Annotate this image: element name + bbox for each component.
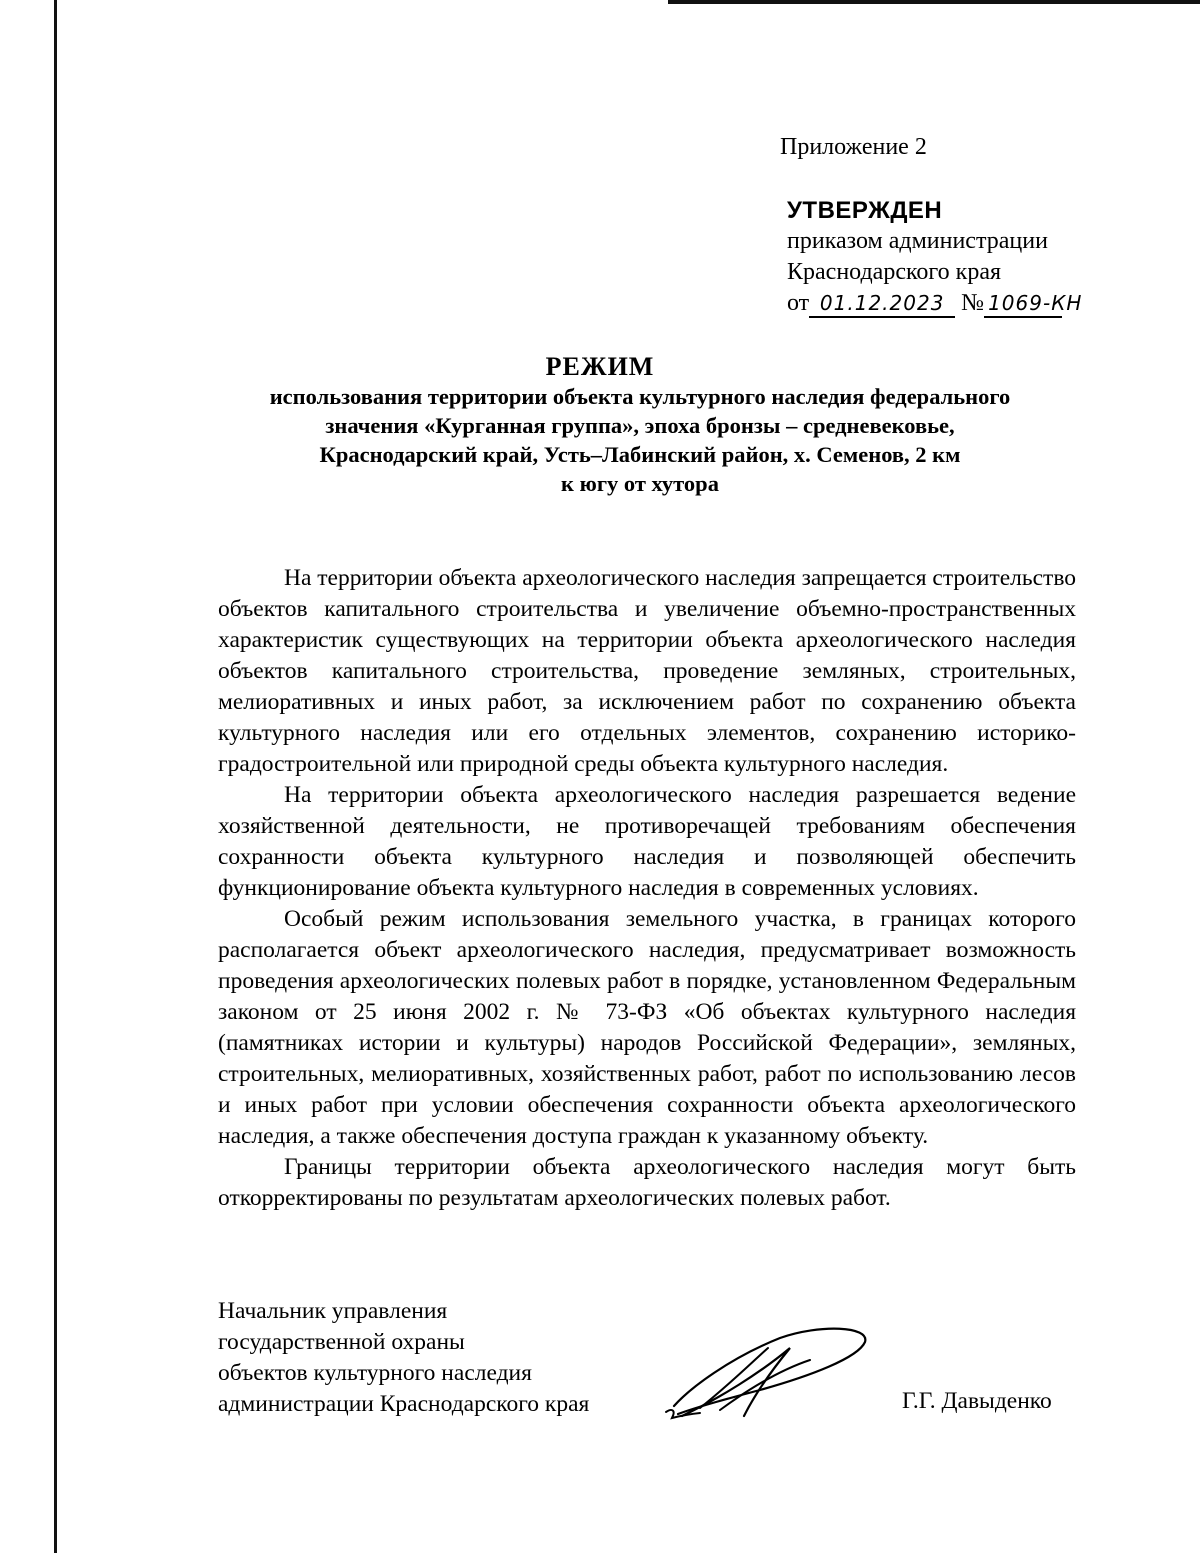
- order-number-sign: №: [961, 290, 985, 316]
- signatory-position: [218, 1296, 589, 1420]
- position-line3: объектов культурного наследия: [218, 1360, 532, 1386]
- order-line: [787, 288, 1083, 319]
- document-title: РЕЖИМ: [545, 352, 655, 381]
- signatory-name: Г.Г. Давыденко: [902, 1388, 1052, 1414]
- subtitle-line4: к югу от хутора: [561, 471, 719, 496]
- paragraph-boundaries: Границы территории объекта археологического наследия могут быть откорректированы по результатам археологических полевых работ.: [218, 1154, 1076, 1211]
- document-body: [218, 563, 1076, 1214]
- position-line4: администрации Краснодарского края: [218, 1391, 590, 1417]
- order-date: 01.12.2023: [809, 290, 955, 318]
- subtitle-line1: использования территории объекта культурного наследия федерального: [269, 384, 1011, 409]
- paragraph-permitted-activity: На территории объекта археологического наследия разрешается ведение хозяйственной деятельности, не противоречащей требованиям обеспечения сохранности объекта культурного наследия и позволяющей обеспечить функционирование объекта культурного наследия в современных условиях.: [218, 782, 1076, 901]
- order-prefix: от: [787, 290, 810, 316]
- approved-by-line2: Краснодарского края: [787, 259, 1002, 285]
- scan-edge-top: [668, 0, 1200, 4]
- document-subtitle: [205, 382, 1075, 498]
- paragraph-prohibitions: На территории объекта археологического наследия запрещается строительство объектов капитального строительства и увеличение объемно-пространственных характеристик существующих на территории объекта археологического наследия объектов капитального строительства, проведение земляных, строительных, мелиоративных и иных работ, за исключением работ по сохранению объекта культурного наследия или его отдельных элементов, сохранению историко-градостроительной или природной среды объекта культурного наследия.: [218, 565, 1076, 777]
- paragraph-special-regime: Особый режим использования земельного участка, в границах которого располагается объект археологического наследия, предусматривает возможность проведения археологических полевых работ в порядке, установленном Федеральным законом от 25 июня 2002 г. № 73-ФЗ «Об объектах культурного наследия (памятниках истории и культуры) народов Российской Федерации», земляных, строительных, мелиоративных, хозяйственных работ, работ по использованию лесов и иных работ при условии обеспечения сохранности объекта археологического наследия, а также обеспечения доступа граждан к указанному объекту.: [218, 906, 1076, 1149]
- handwritten-signature: [660, 1318, 890, 1428]
- approved-heading: УТВЕРЖДЕН: [787, 197, 943, 224]
- subtitle-line2: значения «Курганная группа», эпоха бронзы – средневековье,: [325, 413, 955, 438]
- approved-by-line1: приказом администрации: [787, 228, 1048, 254]
- subtitle-line3: Краснодарский край, Усть–Лабинский район, х. Семенов, 2 км: [319, 442, 961, 467]
- approval-block: [787, 195, 1083, 319]
- position-line2: государственной охраны: [218, 1329, 465, 1355]
- appendix-label: Приложение 2: [780, 134, 927, 160]
- position-line1: Начальник управления: [218, 1298, 448, 1324]
- order-number: 1069-КН: [984, 290, 1062, 318]
- scan-edge-left: [54, 0, 57, 1553]
